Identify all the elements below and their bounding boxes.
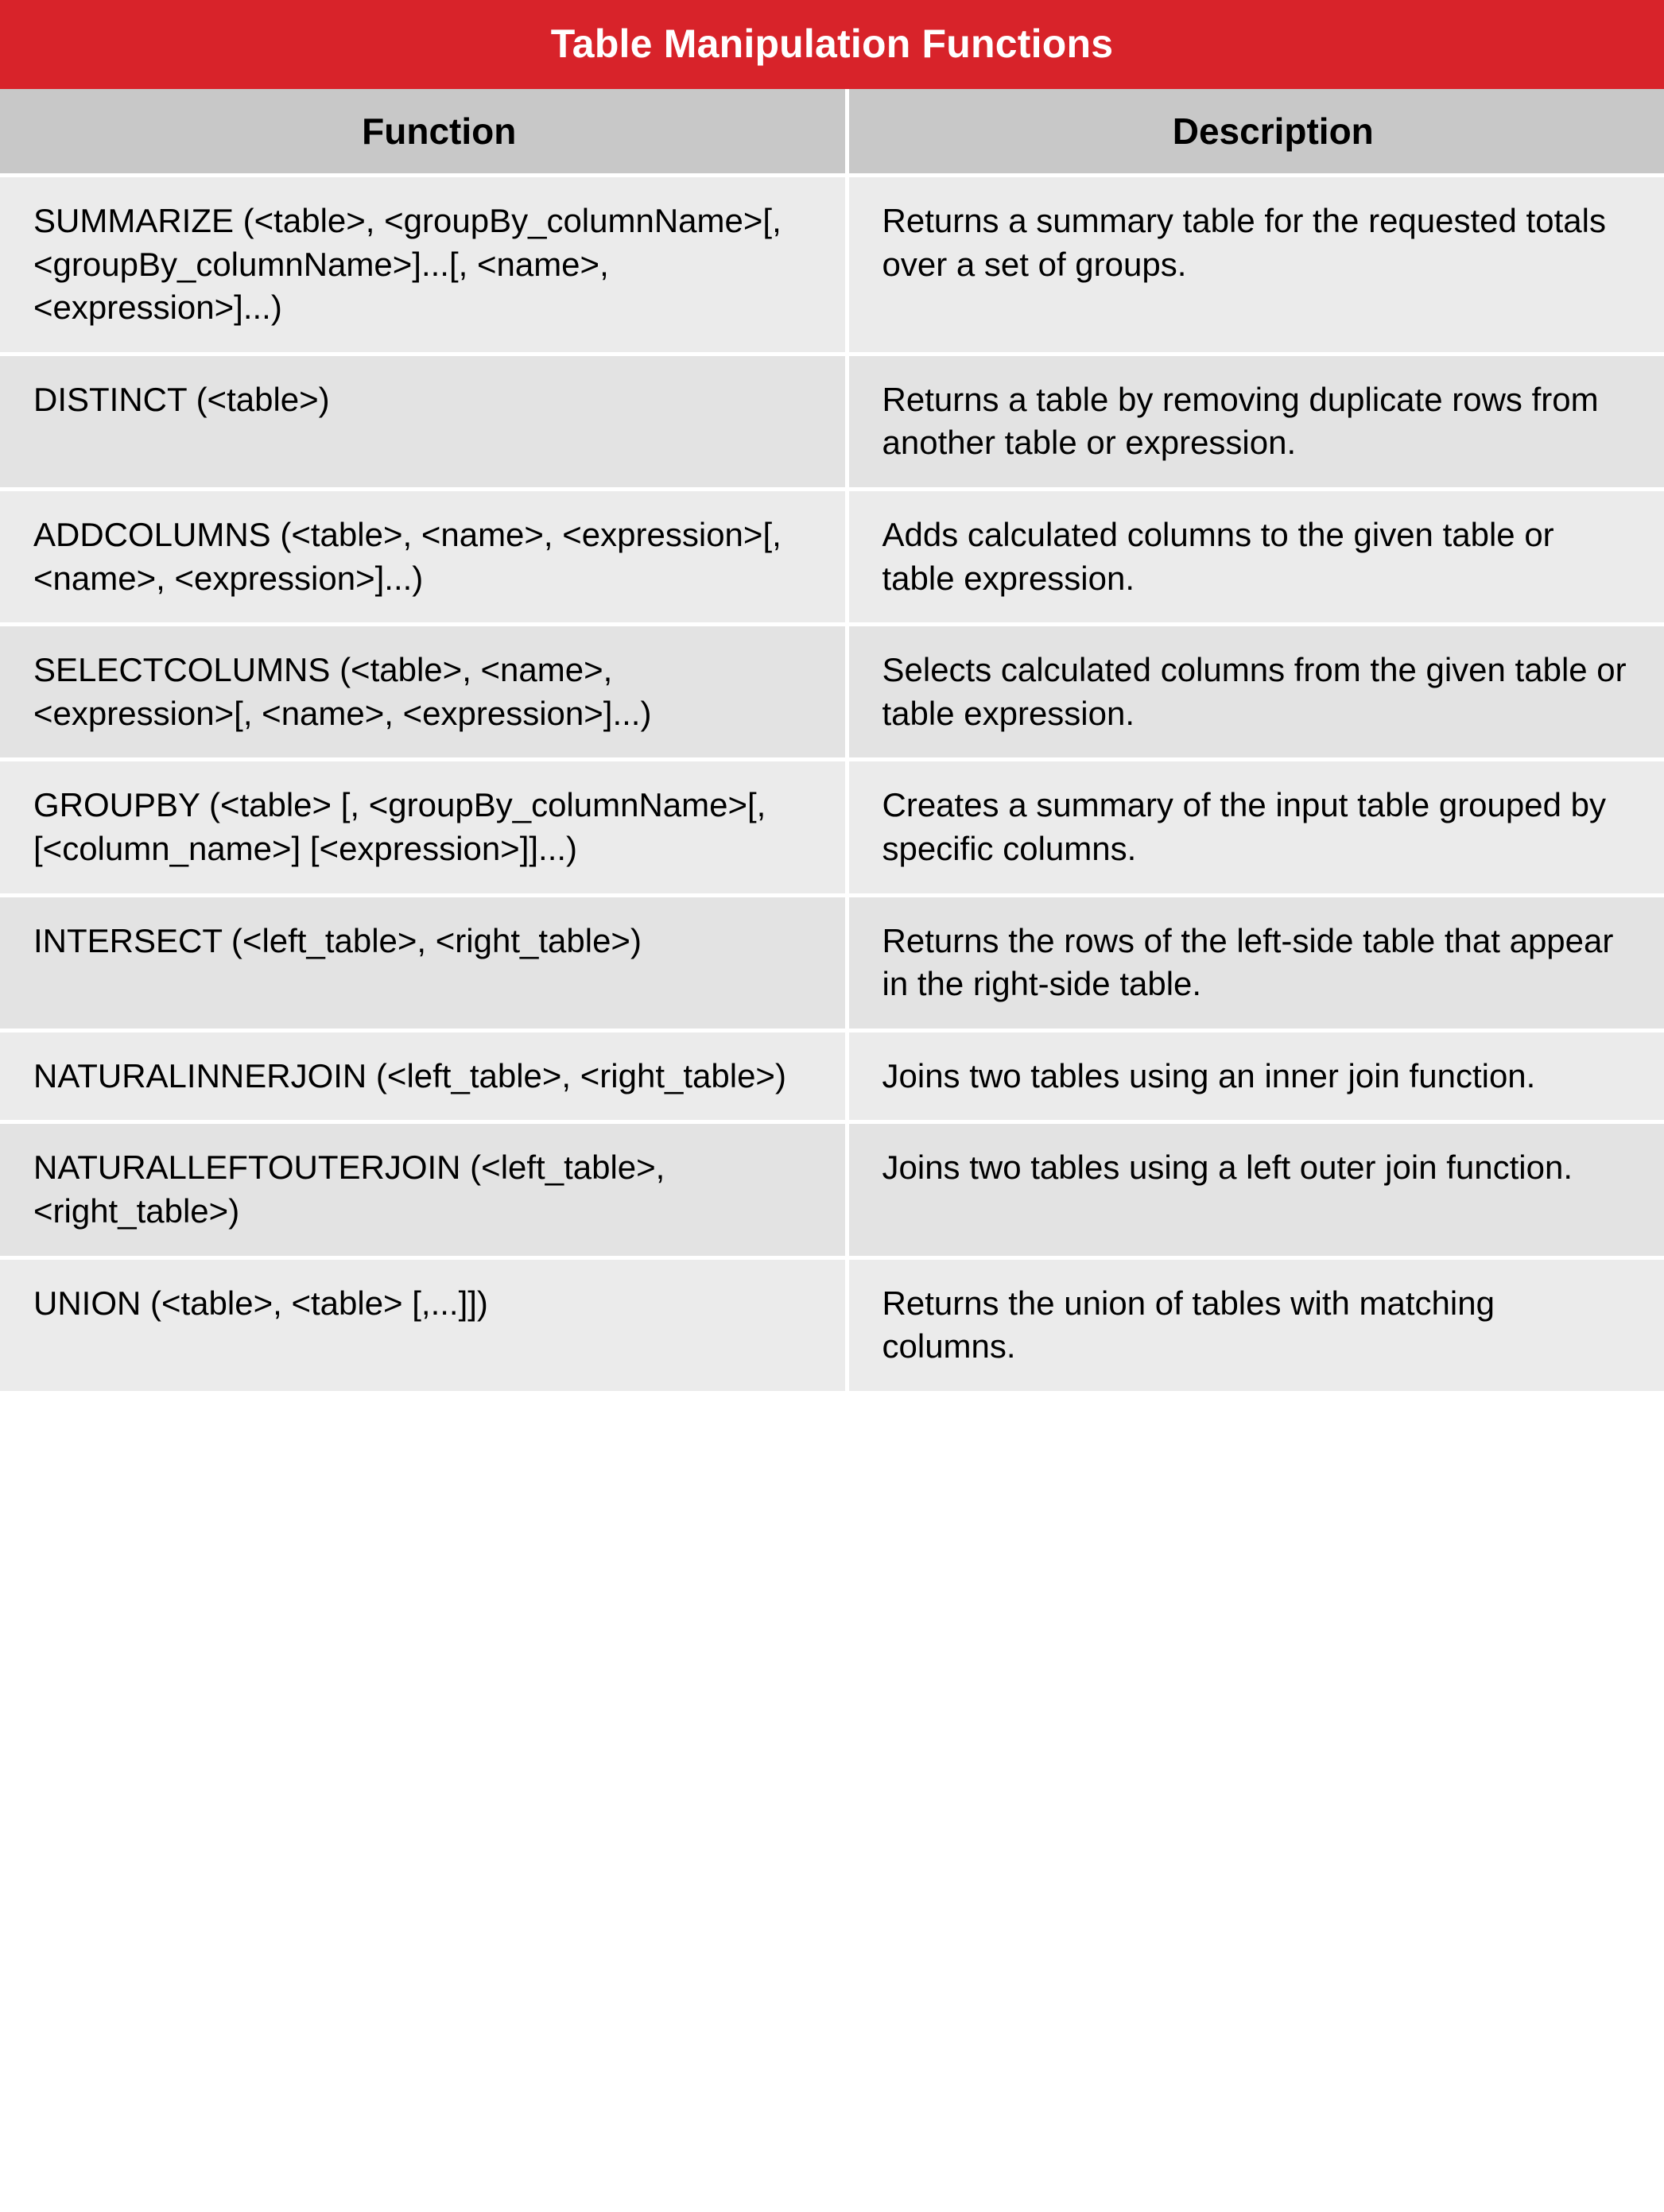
- table-row: [0, 895, 1664, 1030]
- table-row: [0, 1122, 1664, 1257]
- cell-description: Adds calculated columns to the given table or table expression.: [847, 489, 1664, 624]
- table-row: [0, 176, 1664, 354]
- cell-function: GROUPBY (<table> [, <groupBy_columnName>[, [<column_name>] [<expression>]]...): [0, 760, 847, 895]
- cell-description: Creates a summary of the input table grouped by specific columns.: [847, 760, 1664, 895]
- cell-description: Returns the rows of the left-side table that appear in the right-side table.: [847, 895, 1664, 1030]
- cell-function: ADDCOLUMNS (<table>, <name>, <expression>[, <name>, <expression>]...): [0, 489, 847, 624]
- table-header-row: [0, 89, 1664, 176]
- cell-description: Selects calculated columns from the given table or table expression.: [847, 625, 1664, 760]
- cell-function: SUMMARIZE (<table>, <groupBy_columnName>[, <groupBy_columnName>]...[, <name>, <expression>]...): [0, 176, 847, 354]
- table-row: [0, 1257, 1664, 1391]
- cell-description: Returns a table by removing duplicate rows from another table or expression.: [847, 354, 1664, 489]
- table-title-row: [0, 0, 1664, 89]
- table-row: [0, 625, 1664, 760]
- table-row: [0, 1030, 1664, 1122]
- column-header-function: Function: [0, 89, 847, 176]
- table-row: [0, 760, 1664, 895]
- column-header-description: Description: [847, 89, 1664, 176]
- cell-function: UNION (<table>, <table> [,...]]): [0, 1257, 847, 1391]
- cell-description: Returns a summary table for the requested totals over a set of groups.: [847, 176, 1664, 354]
- cell-function: DISTINCT (<table>): [0, 354, 847, 489]
- cell-function: INTERSECT (<left_table>, <right_table>): [0, 895, 847, 1030]
- cell-description: Returns the union of tables with matching columns.: [847, 1257, 1664, 1391]
- table-row: [0, 354, 1664, 489]
- cell-description: Joins two tables using an inner join function.: [847, 1030, 1664, 1122]
- table-head: [0, 0, 1664, 176]
- table-row: [0, 489, 1664, 624]
- cell-function: NATURALLEFTOUTERJOIN (<left_table>, <right_table>): [0, 1122, 847, 1257]
- table-body: [0, 176, 1664, 1391]
- cell-function: NATURALINNERJOIN (<left_table>, <right_table>): [0, 1030, 847, 1122]
- table-title: Table Manipulation Functions: [0, 0, 1664, 89]
- cell-description: Joins two tables using a left outer join function.: [847, 1122, 1664, 1257]
- cell-function: SELECTCOLUMNS (<table>, <name>, <expression>[, <name>, <expression>]...): [0, 625, 847, 760]
